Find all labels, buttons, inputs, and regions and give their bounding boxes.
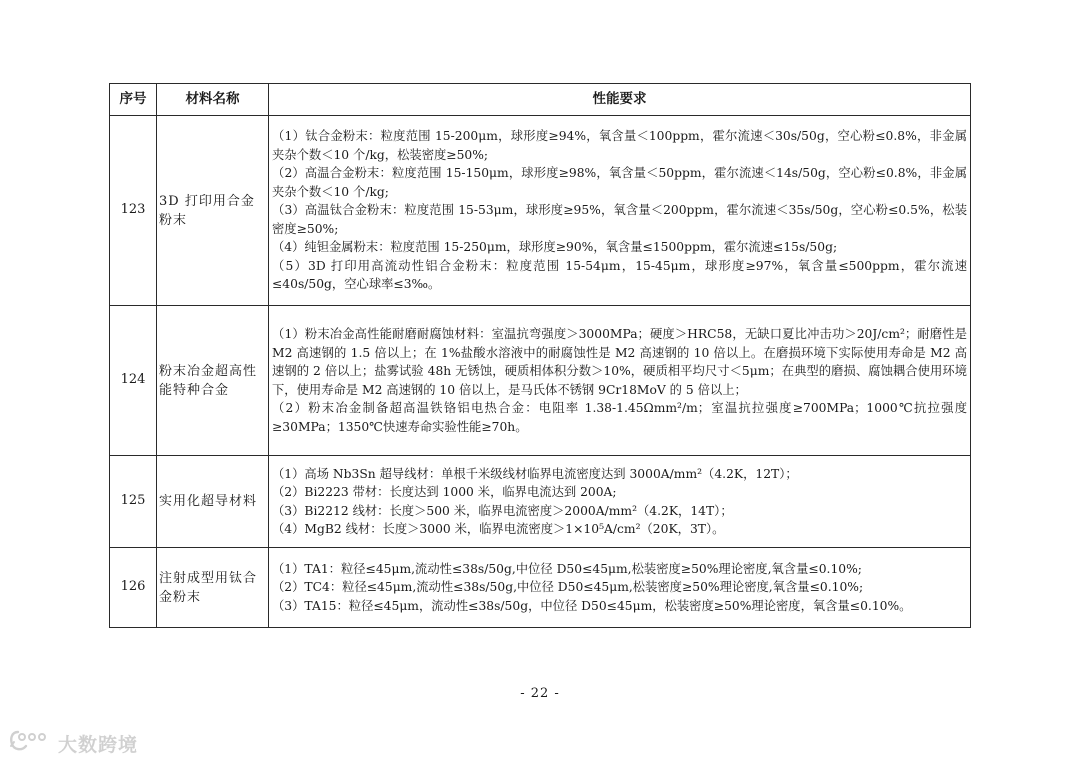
row-number: 123 [110,116,157,306]
row-number: 126 [110,548,157,628]
table-row [110,306,971,456]
watermark-text: 大数跨境 [58,733,139,756]
requirement-line: （5）3D 打印用高流动性铝合金粉末：粒度范围 15-54μm，15-45μm，球形度≥97%，氧含量≤500ppm，霍尔流速≤40s/50g，空心球率≤3‰。 [272,258,967,292]
header-requirements: 性能要求 [269,84,971,116]
requirement-line: （2）粉末冶金制备超高温铁铬铝电热合金：电阻率 1.38-1.45Ωmm²/m；室温抗拉强度≥700MPa；1000℃抗拉强度≥30MPa；1350℃快速寿命实验性能≥70h。 [272,401,967,434]
header-no: 序号 [110,84,157,116]
table-header-row [110,84,971,116]
requirement-line: （3）TA15：粒径≤45μm，流动性≤38s/50g，中位径 D50≤45μm，松装密度≥50%理论密度，氧含量≤0.10%。 [272,598,912,613]
brand-logo-icon [8,728,54,758]
watermark [8,730,138,756]
requirement-line: （2）TC4：粒径≤45μm,流动性≤38s/50g,中位径 D50≤45μm,松装密度≥50%理论密度,氧含量≤0.10%; [272,580,864,595]
requirements-table [109,83,971,628]
requirement-line: （2）高温合金粉末：粒度范围 15-150μm，球形度≥98%，氧含量＜50ppm，霍尔流速＜14s/50g，空心粉≤0.8%，非金属夹杂个数＜10 个/kg; [272,166,967,199]
material-name: 注射成型用钛合金粉末 [157,548,269,628]
header-material-name: 材料名称 [157,84,269,116]
table-row [110,548,971,628]
requirement-line: （3）Bi2212 线材：长度＞500 米，临界电流密度＞2000A/mm²（4.2K，14T）； [272,503,733,518]
material-name: 3D 打印用合金粉末 [157,116,269,306]
requirement-line: （3）高温钛合金粉末：粒度范围 15-53μm，球形度≥95%，氧含量＜200ppm，霍尔流速＜35s/50g，空心粉≤0.5%，松装密度≥50%; [272,203,967,236]
row-number: 125 [110,456,157,548]
page-number: - 22 - [520,686,560,701]
requirement-line: （2）Bi2223 带材：长度达到 1000 米，临界电流达到 200A; [272,485,617,499]
requirement-line: （1）钛合金粉末：粒度范围 15-200μm，球形度≥94%，氧含量＜100ppm，霍尔流速＜30s/50g，空心粉≤0.8%，非金属夹杂个数＜10 个/kg，松装密度≥50%; [272,129,967,162]
requirements-cell [269,116,971,306]
requirement-line: （1）粉末冶金高性能耐磨耐腐蚀材料：室温抗弯强度＞3000MPa；硬度＞HRC58，无缺口夏比冲击功＞20J/cm²；耐磨性是 M2 高速钢的 1.5 倍以上；在 1%盐酸水溶液中的耐腐蚀性是 M2 高速钢的 10 倍以上。在磨损环境下实际使用寿命是 M2 高速钢的 2 倍以上；盐雾试验 48h 无锈蚀，硬质相体积分数＞10%，硬质相平均尺寸＜5μm；在典型的磨损、腐蚀耦合使用环境下，使用寿命是 M2 高速钢的 10 倍以上，是马氏体不锈钢 9Cr18MoV 的 5 倍以上； [272,327,967,397]
table-row [110,456,971,548]
requirement-line: （4）MgB2 线材：长度＞3000 米，临界电流密度＞1×10⁵A/cm²（20K，3T）。 [272,522,725,536]
row-number: 124 [110,306,157,456]
requirements-cell [269,456,971,548]
material-name: 实用化超导材料 [157,456,269,548]
table-row [110,116,971,306]
requirements-cell [269,548,971,628]
requirement-line: （4）纯钽金属粉末：粒度范围 15-250μm，球形度≥90%，氧含量≤1500ppm，霍尔流速≤15s/50g; [272,240,838,255]
requirement-line: （1）高场 Nb3Sn 超导线材：单根千米级线材临界电流密度达到 3000A/mm²（4.2K，12T）； [272,466,798,481]
material-name: 粉末冶金超高性能特种合金 [157,306,269,456]
requirement-line: （1）TA1：粒径≤45μm,流动性≤38s/50g,中位径 D50≤45μm,松装密度≥50%理论密度,氧含量≤0.10%; [272,561,862,576]
requirements-cell [269,306,971,456]
